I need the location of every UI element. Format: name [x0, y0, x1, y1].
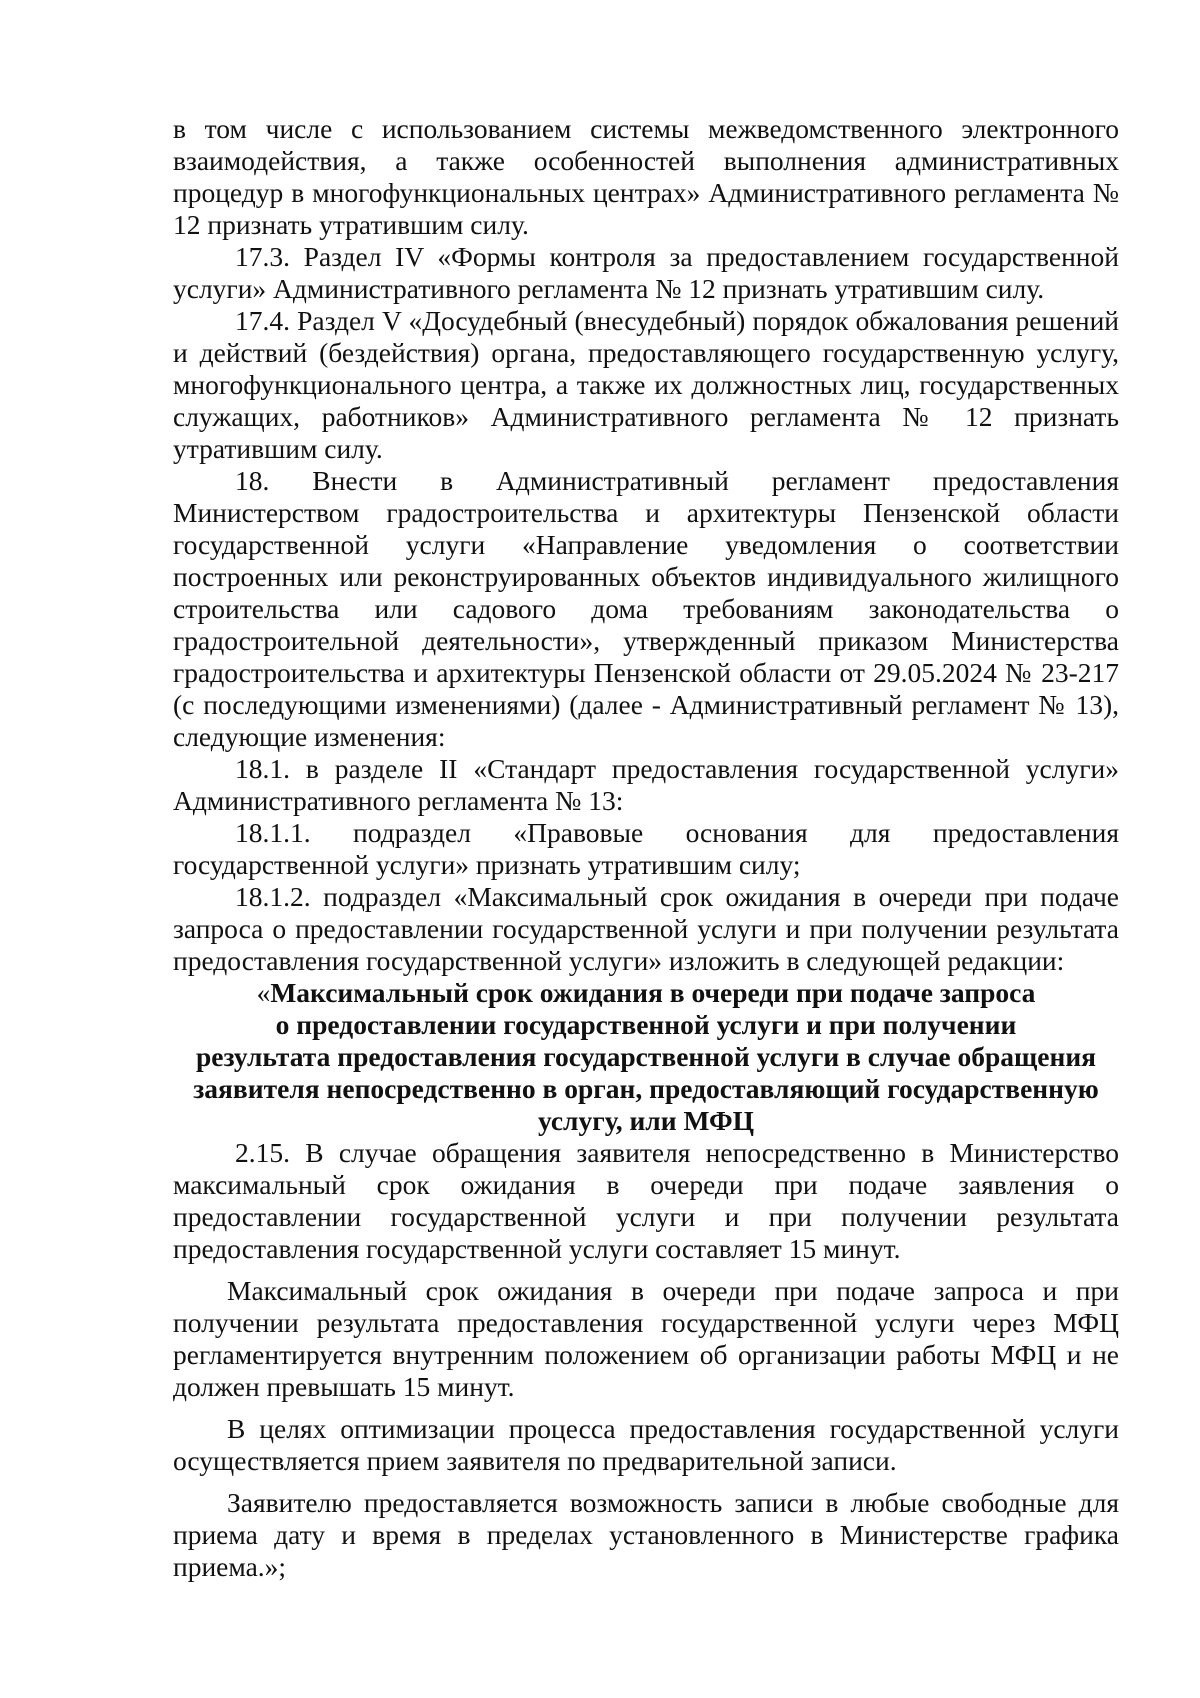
paragraph-18-1: 18.1. в разделе II «Стандарт предоставления государственной услуги» Административного регламента № 13: — [173, 753, 1119, 816]
section-heading-line-1 — [183, 977, 1109, 1009]
paragraph-2-15: 2.15. В случае обращения заявителя непосредственно в Министерство максимальный срок ожидания в очереди при подаче заявления о предоставлении государственной услуги и при получении результата предоставления государственной услуги составляет 15 минут. — [173, 1137, 1119, 1264]
section-heading-line-4: заявителя непосредственно в орган, предоставляющий государственную — [193, 1073, 1099, 1104]
paragraph-18-1-2: 18.1.2. подраздел «Максимальный срок ожидания в очереди при подаче запроса о предоставлении государственной услуги и при получении результата предоставления государственной услуги» изложить в следующей редакции: — [173, 881, 1119, 976]
section-heading-line-2: о предоставлении государственной услуги и при получении — [275, 1009, 1017, 1040]
section-heading-line-3: результата предоставления государственной услуги в случае обращения — [195, 1041, 1097, 1072]
paragraph-mfc-wait: Максимальный срок ожидания в очереди при подаче запроса и при получении результата предоставления государственной услуги через МФЦ регламентируется внутренним положением об организации работы МФЦ и не должен превышать 15 минут. — [173, 1275, 1119, 1402]
paragraph-17-3: 17.3. Раздел IV «Формы контроля за предоставлением государственной услуги» Административного регламента № 12 признать утратившим силу. — [173, 241, 1119, 304]
paragraph-optimization: В целях оптимизации процесса предоставления государственной услуги осуществляется прием заявителя по предварительной записи. — [173, 1413, 1119, 1476]
section-heading-text-1: Максимальный срок ожидания в очереди при подаче запроса — [270, 977, 1036, 1008]
opening-quote: « — [256, 977, 271, 1008]
paragraph-18: 18. Внести в Административный регламент предоставления Министерством градостроительства и архитектуры Пензенской области государственной услуги «Направление уведомления о соответствии построенных или реконструированных объектов индивидуального жилищного строительства или садового дома требованиям законодательства о градостроительной деятельности», утвержденный приказом Министерства градостроительства и архитектуры Пензенской области от 29.05.2024 № 23-217 (с последующими изменениями) (далее - Административный регламент № 13), следующие изменения: — [173, 465, 1119, 752]
paragraph-17-4: 17.4. Раздел V «Досудебный (внесудебный) порядок обжалования решений и действий (бездействия) органа, предоставляющего государственную услугу, многофункционального центра, а также их должностных лиц, государственных служащих, работников» Административного регламента № 12 признать утратившим силу. — [173, 305, 1119, 464]
section-heading — [173, 977, 1119, 1137]
paragraph-18-1-1: 18.1.1. подраздел «Правовые основания для предоставления государственной услуги» признать утратившим силу; — [173, 817, 1119, 880]
document-page — [173, 113, 1119, 1583]
section-heading-line-5: услугу, или МФЦ — [537, 1105, 755, 1136]
paragraph-appointment: Заявителю предоставляется возможность записи в любые свободные для приема дату и время в пределах установленного в Министерстве графика приема.»; — [173, 1487, 1119, 1582]
paragraph-continuation: в том числе с использованием системы межведомственного электронного взаимодействия, а также особенностей выполнения административных процедур в многофункциональных центрах» Административного регламента № 12 признать утратившим силу. — [173, 113, 1119, 240]
